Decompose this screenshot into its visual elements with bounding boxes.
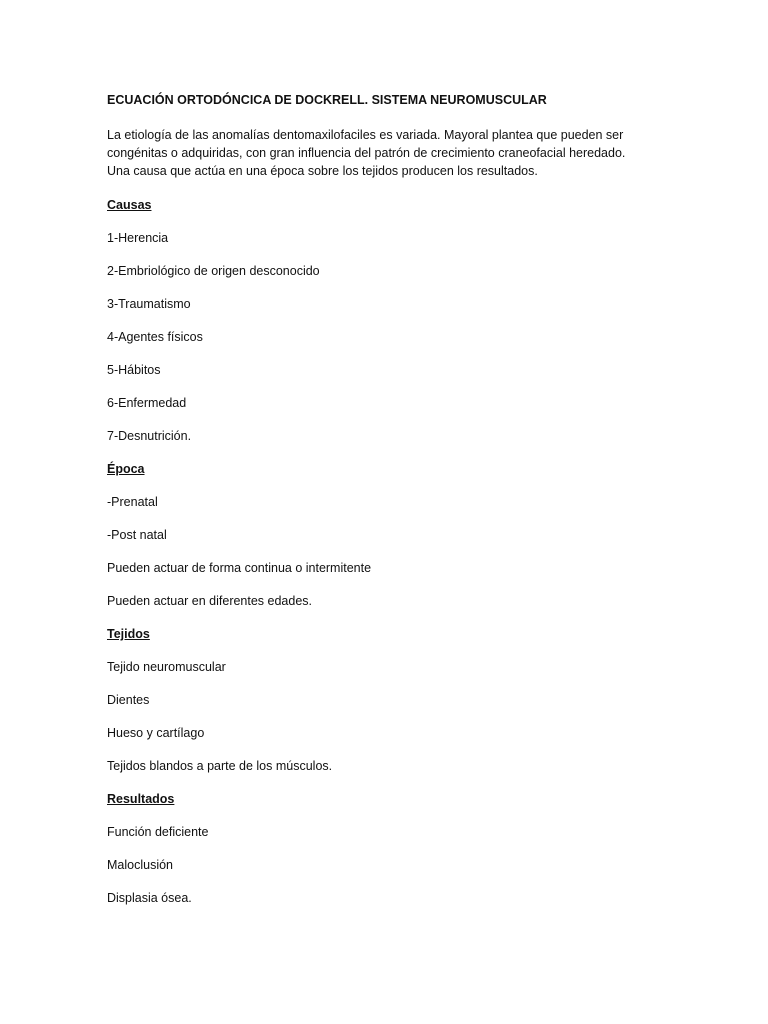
intro-paragraph: [107, 126, 707, 180]
causa-item: 6-Enfermedad: [107, 396, 187, 410]
causa-item: 5-Hábitos: [107, 363, 161, 377]
epoca-item: Pueden actuar en diferentes edades.: [107, 594, 313, 608]
tejido-item: Tejidos blandos a parte de los músculos.: [107, 759, 333, 773]
intro-line: congénitas o adquiridas, con gran influencia del patrón de crecimiento craneofacial heredado.: [107, 146, 626, 160]
resultado-item: Función deficiente: [107, 825, 209, 839]
tejido-item: Tejido neuromuscular: [107, 660, 226, 674]
resultado-item: Maloclusión: [107, 858, 174, 872]
causa-item: 7-Desnutrición.: [107, 429, 192, 443]
epoca-item: Pueden actuar de forma continua o intermitente: [107, 561, 372, 575]
epoca-item: -Post natal: [107, 528, 167, 542]
causa-item: 1-Herencia: [107, 231, 169, 245]
intro-line: Una causa que actúa en una época sobre los tejidos producen los resultados.: [107, 164, 538, 178]
causa-item: 3-Traumatismo: [107, 297, 191, 311]
intro-line: La etiología de las anomalías dentomaxilofaciles es variada. Mayoral plantea que pueden ser: [107, 128, 624, 142]
causa-item: 4-Agentes físicos: [107, 330, 203, 344]
resultado-item: Displasia ósea.: [107, 891, 192, 905]
causa-item: 2-Embriológico de origen desconocido: [107, 264, 320, 278]
epoca-item: -Prenatal: [107, 495, 158, 509]
section-heading-epoca: Época: [107, 462, 145, 476]
section-heading-causas: Causas: [107, 198, 152, 212]
tejido-item: Hueso y cartílago: [107, 726, 205, 740]
document-body: [107, 92, 707, 923]
section-heading-tejidos: Tejidos: [107, 627, 150, 641]
document-title: ECUACIÓN ORTODÓNCICA DE DOCKRELL. SISTEMA NEUROMUSCULAR: [107, 93, 547, 107]
section-heading-resultados: Resultados: [107, 792, 175, 806]
tejido-item: Dientes: [107, 693, 150, 707]
